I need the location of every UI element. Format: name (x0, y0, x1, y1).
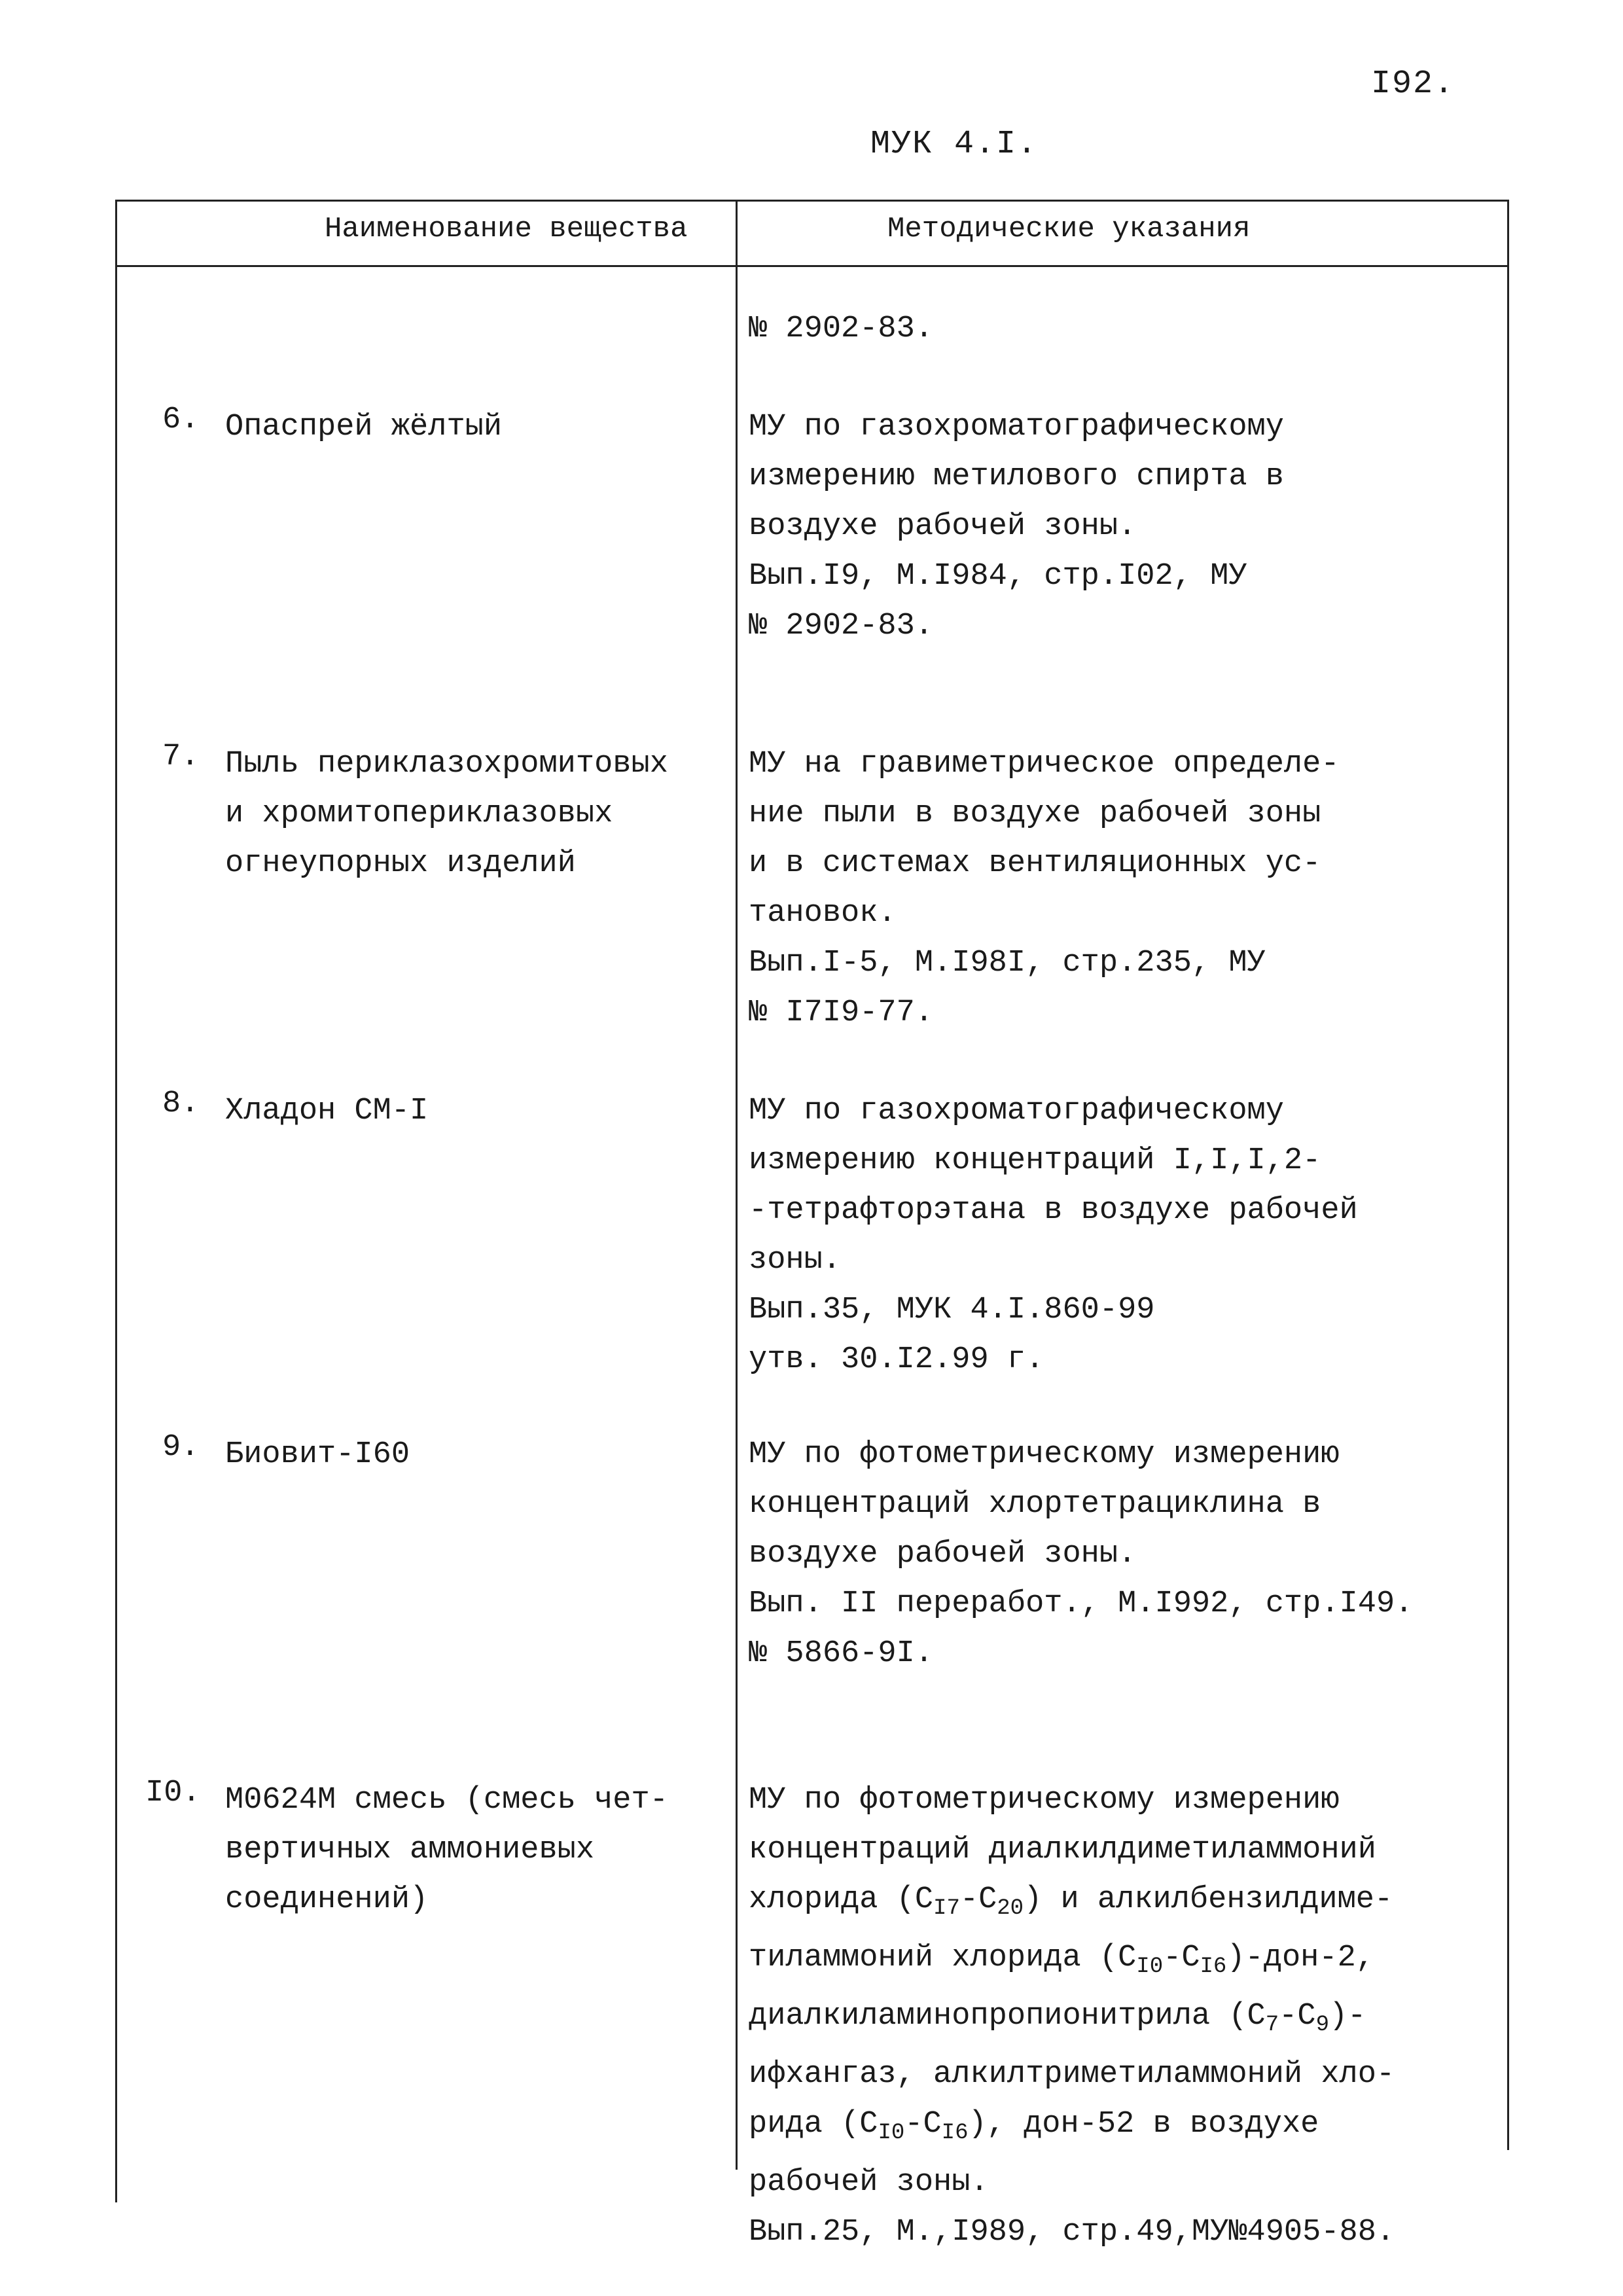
substance-name-line: Биовит-I60 (225, 1437, 410, 1472)
method-cell (749, 304, 1505, 354)
method-line: утв. 30.I2.99 г. (749, 1342, 1044, 1377)
row-number: 7. (162, 740, 200, 774)
row-number: 9. (162, 1430, 200, 1465)
method-line: ние пыли в воздухе рабочей зоны (749, 797, 1321, 831)
substance-name-line: Опаспрей жёлтый (225, 410, 503, 444)
substance-name-line: Пыль периклазохромитовых (225, 747, 668, 781)
table-header-rule (115, 265, 1509, 267)
method-line: МУ на гравиметрическое определе- (749, 747, 1340, 781)
substance-name-line: и хромитопериклазовых (225, 797, 613, 831)
substance-name-cell (225, 1430, 814, 1480)
table-left-rule (115, 200, 117, 2202)
row-number: 8. (162, 1086, 200, 1121)
method-cell (749, 1776, 1505, 2257)
method-line: № I7I9-77. (749, 996, 934, 1030)
method-cell (749, 1430, 1505, 1679)
method-line: диалкиламинопропионитрила $(C_7-C_9)-$ (749, 1999, 1366, 2037)
method-line: и в системах вентиляционных ус- (749, 846, 1321, 881)
method-line: Вып. II переработ., М.I992, стр.I49. (749, 1587, 1414, 1621)
method-line: № 2902-83. (749, 312, 934, 346)
column-header-method: Методические указания (887, 213, 1251, 245)
method-line: Вып.35, МУК 4.I.860-99 (749, 1293, 1155, 1327)
substance-name-line: соединений) (225, 1882, 429, 1917)
substance-name-line: Хладон СМ-I (225, 1094, 429, 1128)
substance-name-line: вертичных аммониевых (225, 1833, 595, 1867)
method-line: зоны. (749, 1243, 842, 1278)
method-line: рабочей зоны. (749, 2165, 989, 2200)
method-line: Вып.I9, М.I984, стр.I02, МУ (749, 559, 1247, 594)
method-line: № 5866-9I. (749, 1636, 934, 1671)
method-line: Вып.25, М.,I989, стр.49,МУ№4905-88. (749, 2215, 1395, 2250)
method-cell (749, 403, 1505, 651)
substance-name-line: огнеупорных изделий (225, 846, 576, 881)
table-right-rule (1507, 200, 1509, 2150)
method-line: воздухе рабочей зоны. (749, 509, 1137, 544)
method-line: измерению концентраций I,I,I,2- (749, 1143, 1321, 1178)
method-line: тиламмоний хлорида $(C_{I0}-C_{I6})-дон-2$, (749, 1941, 1374, 1979)
substance-name-line: М0624М смесь (смесь чет- (225, 1783, 668, 1818)
method-line: МУ по газохроматографическому (749, 410, 1284, 444)
method-line: тановок. (749, 896, 897, 931)
method-line: рида $(C_{I0}-C_{I6})$, дон-52 в воздухе (749, 2107, 1319, 2145)
document-code: МУК 4.I. (870, 126, 1039, 163)
method-line: хлорида $(C_{I7}-C_{20})$ и алкилбензилдиме- (749, 1882, 1393, 1921)
method-line: МУ по газохроматографическому (749, 1094, 1284, 1128)
substance-name-cell (225, 740, 814, 889)
methods-table (115, 200, 1509, 2250)
method-line: измерению метилового спирта в (749, 459, 1284, 494)
method-line: концентраций диалкилдиметиламмоний (749, 1833, 1376, 1867)
substance-name-cell (225, 403, 814, 452)
substance-name-cell (225, 1086, 814, 1136)
page-number: I92. (1371, 65, 1455, 103)
method-line: воздухе рабочей зоны. (749, 1537, 1137, 1571)
row-number: 6. (162, 403, 200, 437)
table-top-rule (115, 200, 1509, 202)
method-cell (749, 1086, 1505, 1385)
method-line: концентраций хлортетрациклина в (749, 1487, 1321, 1522)
method-cell (749, 740, 1505, 1038)
method-line: Вып.I-5, М.I98I, стр.235, МУ (749, 946, 1266, 980)
method-line: -тетрафторэтана в воздухе рабочей (749, 1193, 1358, 1228)
row-number: I0. (145, 1776, 201, 1810)
column-header-name: Наименование вещества (325, 213, 688, 245)
method-line: № 2902-83. (749, 609, 934, 643)
substance-name-cell (225, 1776, 814, 1925)
method-line: МУ по фотометрическому измерению (749, 1437, 1340, 1472)
method-line: ифхангаз, алкилтриметиламмоний хло- (749, 2057, 1395, 2092)
method-line: МУ по фотометрическому измерению (749, 1783, 1340, 1818)
